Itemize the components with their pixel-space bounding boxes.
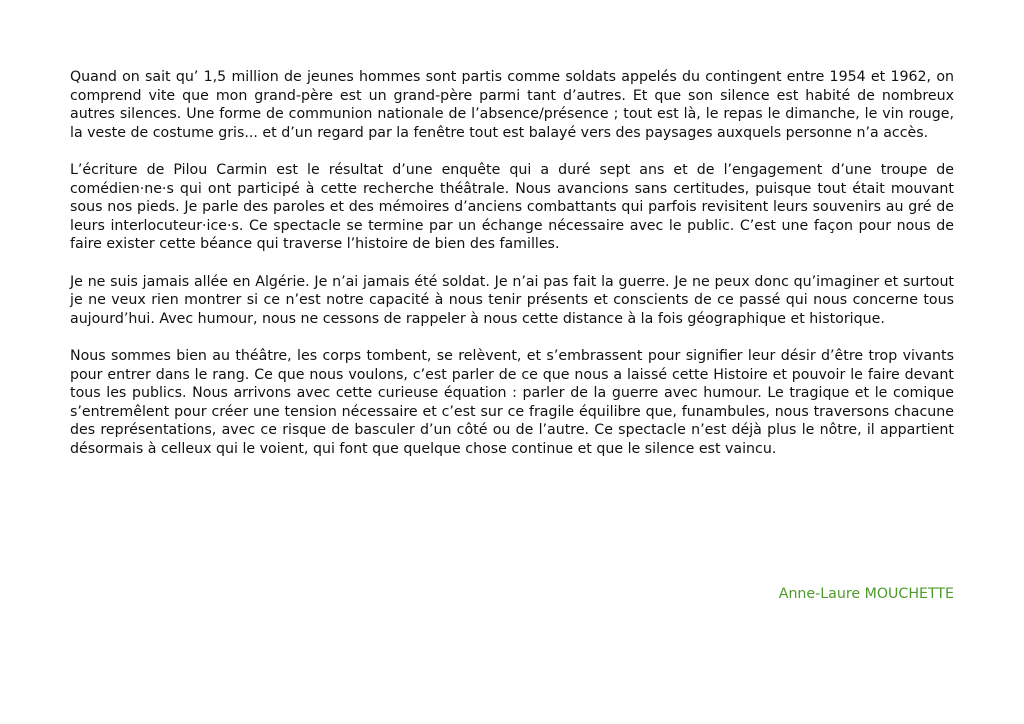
author-signature: Anne-Laure MOUCHETTE [778,586,954,602]
paragraph-2: L’écriture de Pilou Carmin est le résultat d’une enquête qui a duré sept ans et de l’engagement d’une troupe de comédien·ne·s qui ont participé à cette recherche théâtrale. Nous avancions sans certitudes, puisque tout était mouvant sous nos pieds. Je parle des paroles et des mémoires d’anciens combattants qui parfois revisitent leurs souvenirs au gré de leurs interlocuteur·ice·s. Ce spectacle se termine par un échange nécessaire avec le public. C’est une façon pour nous de faire exister cette béance qui traverse l’histoire de bien des familles. [70,161,954,253]
document-body [70,68,954,477]
paragraph-1: Quand on sait qu’ 1,5 million de jeunes hommes sont partis comme soldats appelés du contingent entre 1954 et 1962, on comprend vite que mon grand-père est un grand-père parmi tant d’autres. Et que son silence est habité de nombreux autres silences. Une forme de communion nationale de l’absence/présence ; tout est là, le repas le dimanche, le vin rouge, la veste de costume gris... et d’un regard par la fenêtre tout est balayé vers des paysages auxquels personne n’a accès. [70,69,954,141]
paragraph-3: Je ne suis jamais allée en Algérie. Je n’ai jamais été soldat. Je n’ai pas fait la guerre. Je ne peux donc qu’imaginer et surtout je ne veux rien montrer si ce n’est notre capacité à nous tenir présents et conscients de ce passé qui nous concerne tous aujourd’hui. Avec humour, nous ne cessons de rappeler à nous cette distance à la fois géographique et historique. [70,273,954,327]
paragraph-4: Nous sommes bien au théâtre, les corps tombent, se relèvent, et s’embrassent pour signifier leur désir d’être trop vivants pour entrer dans le rang. Ce que nous voulons, c’est parler de ce que nous a laissé cette Histoire et pouvoir le faire devant tous les publics. Nous arrivons avec cette curieuse équation : parler de la guerre avec humour. Le tragique et le comique s’entremêlent pour créer une tension nécessaire et c’est sur ce fragile équilibre que, funambules, nous traversons chacune des représentations, avec ce risque de basculer d’un côté ou de l’autre. Ce spectacle n’est déjà plus le nôtre, il appartient désormais à celleux qui le voient, qui font que quelque chose continue et que le silence est vaincu. [70,347,954,457]
